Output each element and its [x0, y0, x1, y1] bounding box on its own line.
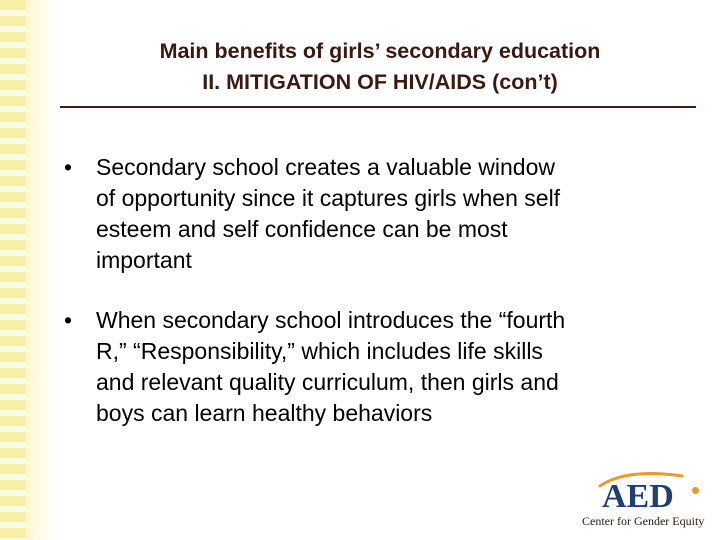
- title-divider: [60, 106, 696, 108]
- bullet-marker: •: [64, 154, 73, 180]
- bullet-item-2: [64, 305, 694, 429]
- bullet-1-line-2: of opportunity since it captures girls when self: [96, 185, 561, 211]
- bullet-2-line-2: R,” “Responsibility,” which includes life skills: [96, 338, 543, 364]
- bullet-marker: •: [64, 307, 73, 333]
- aed-logo: [582, 470, 712, 532]
- bullet-2-line-1: When secondary school introduces the “fourth: [96, 307, 566, 333]
- decorative-fade: [26, 0, 56, 540]
- slide-title-line-2: II. MITIGATION OF HIV/AIDS (con’t): [202, 70, 558, 94]
- logo-wordmark: AED: [602, 478, 674, 515]
- logo-subtitle: Center for Gender Equity: [582, 514, 705, 528]
- slide-title-line-1: Main benefits of girls’ secondary education: [159, 39, 601, 63]
- bullet-item-1: [64, 152, 694, 276]
- logo-dot-icon: [692, 487, 699, 494]
- bullet-2-line-4: boys can learn healthy behaviors: [96, 400, 433, 426]
- slide-title: [60, 36, 700, 98]
- bullet-1-line-3: esteem and self confidence can be most: [96, 216, 508, 242]
- bullet-1-line-4: important: [96, 247, 192, 273]
- bullet-list: [64, 152, 694, 458]
- decorative-stripes: [0, 0, 26, 540]
- bullet-2-line-3: and relevant quality curriculum, then girls and: [96, 369, 559, 395]
- bullet-1-line-1: Secondary school creates a valuable window: [96, 154, 555, 180]
